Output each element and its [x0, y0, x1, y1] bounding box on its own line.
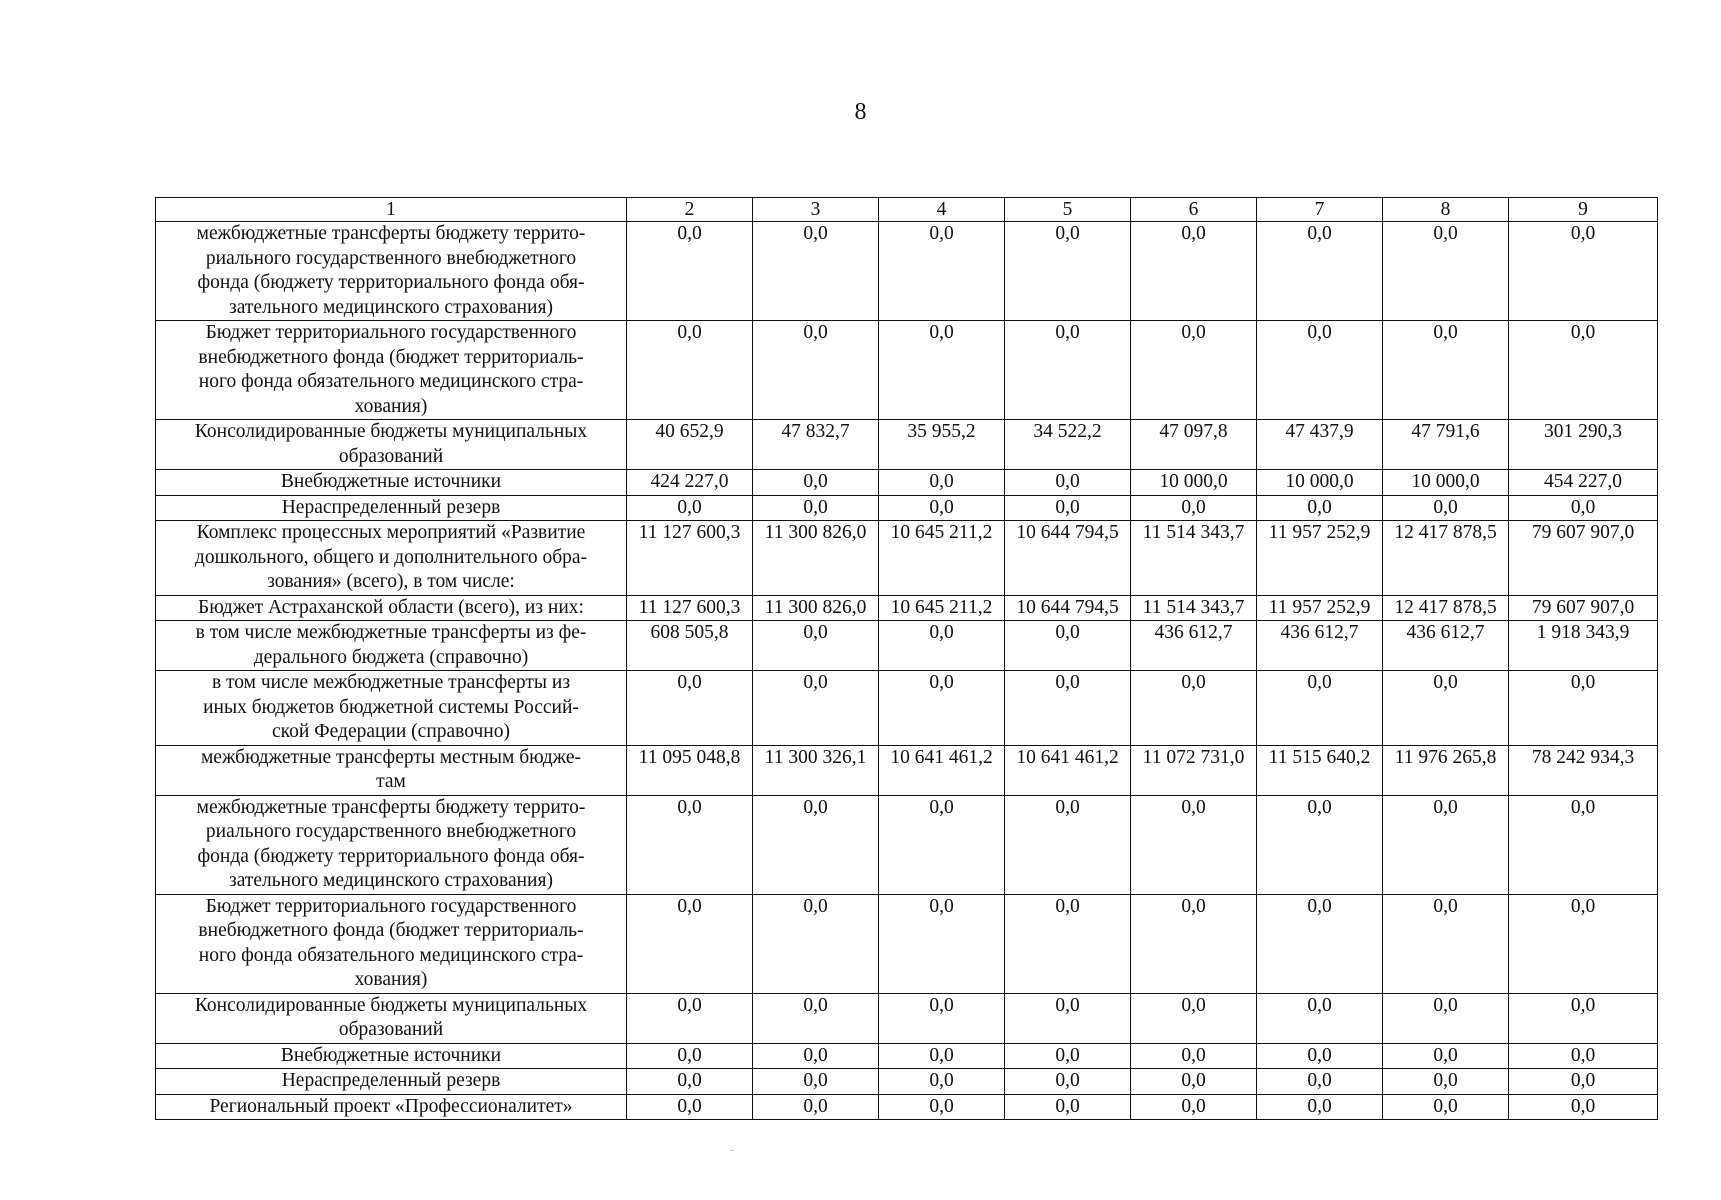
value-cell-col-7: 0,0: [1257, 222, 1383, 321]
value-cell-col-6: 47 097,8: [1131, 420, 1257, 470]
value-cell-col-8: 0,0: [1383, 222, 1509, 321]
column-header-3: 3: [753, 198, 879, 222]
value-cell-col-2: 0,0: [627, 993, 753, 1043]
value-cell-col-8: 47 791,6: [1383, 420, 1509, 470]
table-row: [156, 671, 1658, 746]
value-cell-col-6: 0,0: [1131, 222, 1257, 321]
row-label: Консолидированные бюджеты муниципальных образований: [156, 420, 627, 470]
value-cell-col-6: 0,0: [1131, 671, 1257, 746]
value-cell-col-7: 0,0: [1257, 495, 1383, 521]
value-cell-col-4: 0,0: [879, 993, 1005, 1043]
value-cell-col-9: 1 918 343,9: [1509, 621, 1658, 671]
value-cell-col-4: 0,0: [879, 894, 1005, 993]
value-cell-col-2: 0,0: [627, 1094, 753, 1120]
value-cell-col-6: 0,0: [1131, 795, 1257, 894]
value-cell-col-7: 0,0: [1257, 1094, 1383, 1120]
value-cell-col-4: 0,0: [879, 621, 1005, 671]
value-cell-col-5: 34 522,2: [1005, 420, 1131, 470]
value-cell-col-3: 0,0: [753, 894, 879, 993]
row-label: Нераспределенный резерв: [156, 1069, 627, 1095]
value-cell-col-8: 436 612,7: [1383, 621, 1509, 671]
value-cell-col-4: 0,0: [879, 321, 1005, 420]
value-cell-col-9: 0,0: [1509, 671, 1658, 746]
value-cell-col-9: 0,0: [1509, 993, 1658, 1043]
value-cell-col-3: 11 300 326,1: [753, 745, 879, 795]
value-cell-col-8: 0,0: [1383, 795, 1509, 894]
value-cell-col-5: 0,0: [1005, 993, 1131, 1043]
value-cell-col-6: 0,0: [1131, 1043, 1257, 1069]
row-label: Бюджет территориального государственного внебюджетного фонда (бюджет территориаль- ного фонда обязательного медицинского стра- хования): [156, 321, 627, 420]
value-cell-col-5: 0,0: [1005, 671, 1131, 746]
column-header-8: 8: [1383, 198, 1509, 222]
value-cell-col-7: 0,0: [1257, 993, 1383, 1043]
value-cell-col-6: 11 514 343,7: [1131, 595, 1257, 621]
value-cell-col-5: 0,0: [1005, 222, 1131, 321]
row-label: Нераспределенный резерв: [156, 495, 627, 521]
budget-table: [155, 197, 1658, 1120]
value-cell-col-8: 0,0: [1383, 1069, 1509, 1095]
value-cell-col-2: 11 127 600,3: [627, 521, 753, 596]
value-cell-col-6: 0,0: [1131, 1069, 1257, 1095]
table-row: [156, 993, 1658, 1043]
value-cell-col-2: 0,0: [627, 1069, 753, 1095]
value-cell-col-4: 35 955,2: [879, 420, 1005, 470]
value-cell-col-8: 11 976 265,8: [1383, 745, 1509, 795]
row-label: в том числе межбюджетные трансферты из иных бюджетов бюджетной системы Россий- ской Федерации (справочно): [156, 671, 627, 746]
table-row: [156, 1043, 1658, 1069]
value-cell-col-2: 0,0: [627, 1043, 753, 1069]
table-row: [156, 745, 1658, 795]
table-header: [156, 198, 1658, 222]
value-cell-col-2: 0,0: [627, 495, 753, 521]
column-header-7: 7: [1257, 198, 1383, 222]
value-cell-col-8: 10 000,0: [1383, 470, 1509, 496]
value-cell-col-4: 10 645 211,2: [879, 595, 1005, 621]
row-label: Внебюджетные источники: [156, 470, 627, 496]
value-cell-col-4: 0,0: [879, 495, 1005, 521]
value-cell-col-6: 10 000,0: [1131, 470, 1257, 496]
value-cell-col-9: 301 290,3: [1509, 420, 1658, 470]
value-cell-col-8: 12 417 878,5: [1383, 521, 1509, 596]
column-header-1: 1: [156, 198, 627, 222]
scan-mark: [730, 1150, 734, 1151]
row-label: Внебюджетные источники: [156, 1043, 627, 1069]
value-cell-col-2: 424 227,0: [627, 470, 753, 496]
value-cell-col-2: 608 505,8: [627, 621, 753, 671]
value-cell-col-4: 10 645 211,2: [879, 521, 1005, 596]
row-label: Бюджет территориального государственного внебюджетного фонда (бюджет территориаль- ного фонда обязательного медицинского стра- хования): [156, 894, 627, 993]
value-cell-col-2: 0,0: [627, 222, 753, 321]
table-row: [156, 1094, 1658, 1120]
value-cell-col-9: 0,0: [1509, 1043, 1658, 1069]
value-cell-col-5: 0,0: [1005, 795, 1131, 894]
value-cell-col-3: 11 300 826,0: [753, 521, 879, 596]
value-cell-col-3: 0,0: [753, 993, 879, 1043]
value-cell-col-4: 0,0: [879, 795, 1005, 894]
value-cell-col-5: 0,0: [1005, 495, 1131, 521]
value-cell-col-3: 11 300 826,0: [753, 595, 879, 621]
value-cell-col-9: 0,0: [1509, 495, 1658, 521]
value-cell-col-7: 0,0: [1257, 1043, 1383, 1069]
value-cell-col-5: 0,0: [1005, 894, 1131, 993]
table-row: [156, 470, 1658, 496]
table-row: [156, 222, 1658, 321]
row-label: Региональный проект «Профессионалитет»: [156, 1094, 627, 1120]
value-cell-col-2: 40 652,9: [627, 420, 753, 470]
value-cell-col-9: 78 242 934,3: [1509, 745, 1658, 795]
value-cell-col-9: 0,0: [1509, 795, 1658, 894]
row-label: межбюджетные трансферты бюджету террито- риального государственного внебюджетного фонда (бюджету территориального фонда обя- зательного медицинского страхования): [156, 222, 627, 321]
value-cell-col-5: 0,0: [1005, 1094, 1131, 1120]
value-cell-col-5: 0,0: [1005, 1069, 1131, 1095]
value-cell-col-7: 0,0: [1257, 795, 1383, 894]
value-cell-col-4: 0,0: [879, 1043, 1005, 1069]
value-cell-col-9: 0,0: [1509, 1069, 1658, 1095]
value-cell-col-8: 0,0: [1383, 321, 1509, 420]
value-cell-col-8: 0,0: [1383, 993, 1509, 1043]
value-cell-col-9: 454 227,0: [1509, 470, 1658, 496]
value-cell-col-2: 11 127 600,3: [627, 595, 753, 621]
value-cell-col-2: 0,0: [627, 321, 753, 420]
value-cell-col-3: 0,0: [753, 222, 879, 321]
value-cell-col-9: 79 607 907,0: [1509, 595, 1658, 621]
table-body: [156, 222, 1658, 1120]
value-cell-col-6: 11 514 343,7: [1131, 521, 1257, 596]
value-cell-col-3: 0,0: [753, 321, 879, 420]
table-row: [156, 521, 1658, 596]
value-cell-col-9: 0,0: [1509, 321, 1658, 420]
table-row: [156, 420, 1658, 470]
table-row: [156, 621, 1658, 671]
table-row: [156, 321, 1658, 420]
table-row: [156, 495, 1658, 521]
value-cell-col-7: 0,0: [1257, 894, 1383, 993]
value-cell-col-4: 10 641 461,2: [879, 745, 1005, 795]
value-cell-col-7: 0,0: [1257, 1069, 1383, 1095]
value-cell-col-7: 436 612,7: [1257, 621, 1383, 671]
value-cell-col-4: 0,0: [879, 470, 1005, 496]
value-cell-col-5: 10 644 794,5: [1005, 595, 1131, 621]
value-cell-col-6: 0,0: [1131, 321, 1257, 420]
value-cell-col-6: 0,0: [1131, 894, 1257, 993]
value-cell-col-3: 0,0: [753, 470, 879, 496]
header-row: [156, 198, 1658, 222]
value-cell-col-3: 0,0: [753, 621, 879, 671]
value-cell-col-6: 0,0: [1131, 1094, 1257, 1120]
value-cell-col-9: 0,0: [1509, 222, 1658, 321]
value-cell-col-3: 0,0: [753, 1043, 879, 1069]
column-header-9: 9: [1509, 198, 1658, 222]
value-cell-col-2: 11 095 048,8: [627, 745, 753, 795]
row-label: Бюджет Астраханской области (всего), из них:: [156, 595, 627, 621]
row-label: Комплекс процессных мероприятий «Развитие дошкольного, общего и дополнительного обра- зования» (всего), в том числе:: [156, 521, 627, 596]
value-cell-col-2: 0,0: [627, 795, 753, 894]
value-cell-col-9: 0,0: [1509, 894, 1658, 993]
row-label: Консолидированные бюджеты муниципальных образований: [156, 993, 627, 1043]
value-cell-col-8: 0,0: [1383, 894, 1509, 993]
value-cell-col-8: 0,0: [1383, 1094, 1509, 1120]
value-cell-col-3: 0,0: [753, 495, 879, 521]
value-cell-col-4: 0,0: [879, 222, 1005, 321]
value-cell-col-5: 10 641 461,2: [1005, 745, 1131, 795]
table-row: [156, 595, 1658, 621]
value-cell-col-3: 0,0: [753, 795, 879, 894]
value-cell-col-3: 0,0: [753, 671, 879, 746]
table-row: [156, 1069, 1658, 1095]
value-cell-col-5: 0,0: [1005, 1043, 1131, 1069]
value-cell-col-2: 0,0: [627, 894, 753, 993]
value-cell-col-7: 10 000,0: [1257, 470, 1383, 496]
value-cell-col-5: 0,0: [1005, 321, 1131, 420]
value-cell-col-4: 0,0: [879, 1094, 1005, 1120]
value-cell-col-7: 11 515 640,2: [1257, 745, 1383, 795]
value-cell-col-7: 11 957 252,9: [1257, 521, 1383, 596]
value-cell-col-3: 47 832,7: [753, 420, 879, 470]
value-cell-col-5: 10 644 794,5: [1005, 521, 1131, 596]
table-row: [156, 894, 1658, 993]
value-cell-col-6: 436 612,7: [1131, 621, 1257, 671]
value-cell-col-5: 0,0: [1005, 621, 1131, 671]
value-cell-col-5: 0,0: [1005, 470, 1131, 496]
value-cell-col-4: 0,0: [879, 1069, 1005, 1095]
value-cell-col-9: 0,0: [1509, 1094, 1658, 1120]
value-cell-col-8: 0,0: [1383, 1043, 1509, 1069]
value-cell-col-3: 0,0: [753, 1069, 879, 1095]
value-cell-col-3: 0,0: [753, 1094, 879, 1120]
value-cell-col-6: 11 072 731,0: [1131, 745, 1257, 795]
page-number: 8: [854, 99, 867, 125]
column-header-2: 2: [627, 198, 753, 222]
value-cell-col-8: 0,0: [1383, 495, 1509, 521]
value-cell-col-6: 0,0: [1131, 993, 1257, 1043]
value-cell-col-7: 0,0: [1257, 671, 1383, 746]
column-header-4: 4: [879, 198, 1005, 222]
value-cell-col-4: 0,0: [879, 671, 1005, 746]
value-cell-col-7: 47 437,9: [1257, 420, 1383, 470]
value-cell-col-2: 0,0: [627, 671, 753, 746]
row-label: межбюджетные трансферты местным бюдже- там: [156, 745, 627, 795]
row-label: межбюджетные трансферты бюджету террито- риального государственного внебюджетного фонда (бюджету территориального фонда обя- зательного медицинского страхования): [156, 795, 627, 894]
table-row: [156, 795, 1658, 894]
column-header-5: 5: [1005, 198, 1131, 222]
value-cell-col-8: 0,0: [1383, 671, 1509, 746]
value-cell-col-7: 0,0: [1257, 321, 1383, 420]
column-header-6: 6: [1131, 198, 1257, 222]
value-cell-col-9: 79 607 907,0: [1509, 521, 1658, 596]
value-cell-col-7: 11 957 252,9: [1257, 595, 1383, 621]
value-cell-col-6: 0,0: [1131, 495, 1257, 521]
value-cell-col-8: 12 417 878,5: [1383, 595, 1509, 621]
row-label: в том числе межбюджетные трансферты из фе- дерального бюджета (справочно): [156, 621, 627, 671]
